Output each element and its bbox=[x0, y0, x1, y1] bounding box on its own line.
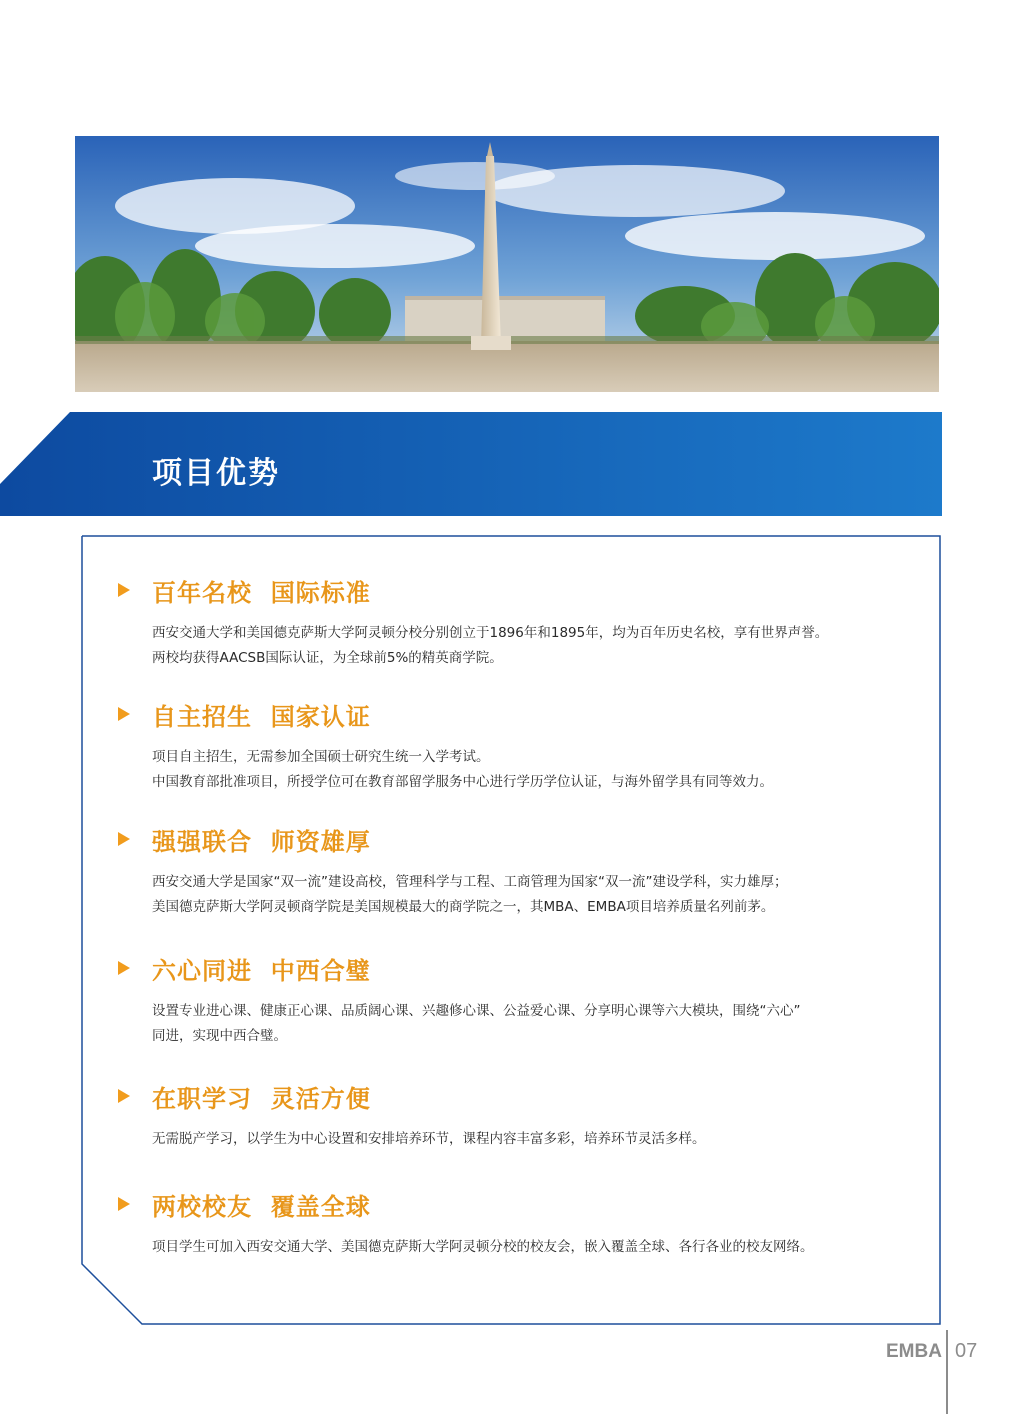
section-text: 无需脱产学习，以学生为中心设置和安排培养环节，课程内容丰富多彩，培养环节灵活多样。 bbox=[152, 1131, 706, 1147]
section-title: 强强联合 师资雄厚 bbox=[152, 826, 371, 856]
section-text: 西安交通大学是国家“双一流”建设高校，管理科学与工程、工商管理为国家“双一流”建设学科，实力雄厚； bbox=[152, 874, 788, 890]
campus-photo bbox=[75, 136, 939, 392]
advantage-section bbox=[118, 1187, 918, 1260]
footer-brand: EMBA bbox=[886, 1341, 942, 1362]
triangle-right-icon bbox=[118, 1089, 130, 1103]
section-text: 设置专业进心课、健康正心课、品质阔心课、兴趣修心课、公益爱心课、分享明心课等六大模块，围绕“六心” bbox=[152, 1003, 801, 1019]
banner-title: 项目优势 bbox=[152, 456, 280, 491]
section-title: 六心同进 中西合璧 bbox=[152, 955, 371, 985]
advantage-section bbox=[118, 697, 918, 795]
section-title: 百年名校 国际标准 bbox=[152, 577, 371, 607]
advantage-section bbox=[118, 822, 918, 920]
section-text: 同进，实现中西合璧。 bbox=[152, 1028, 287, 1044]
section-text: 项目自主招生，无需参加全国硕士研究生统一入学考试。 bbox=[152, 749, 490, 765]
footer-divider bbox=[946, 1330, 948, 1414]
section-text: 美国德克萨斯大学阿灵顿商学院是美国规模最大的商学院之一，其MBA、EMBA项目培养质量名列前茅。 bbox=[152, 899, 775, 915]
triangle-right-icon bbox=[118, 961, 130, 975]
advantage-section bbox=[118, 573, 918, 671]
triangle-right-icon bbox=[118, 832, 130, 846]
advantage-section bbox=[118, 951, 918, 1049]
section-title: 自主招生 国家认证 bbox=[152, 701, 371, 731]
section-banner bbox=[0, 412, 942, 516]
page-number: 07 bbox=[955, 1340, 978, 1362]
section-text: 中国教育部批准项目，所授学位可在教育部留学服务中心进行学历学位认证，与海外留学具有同等效力。 bbox=[152, 774, 773, 790]
triangle-right-icon bbox=[118, 583, 130, 597]
section-text: 项目学生可加入西安交通大学、美国德克萨斯大学阿灵顿分校的校友会，嵌入覆盖全球、各行各业的校友网络。 bbox=[152, 1239, 814, 1255]
section-title: 在职学习 灵活方便 bbox=[152, 1083, 371, 1113]
section-text: 西安交通大学和美国德克萨斯大学阿灵顿分校分别创立于1896年和1895年，均为百年历史名校，享有世界声誉。 bbox=[152, 625, 829, 641]
triangle-right-icon bbox=[118, 707, 130, 721]
section-text: 两校均获得AACSB国际认证，为全球前5%的精英商学院。 bbox=[152, 650, 503, 666]
advantage-section bbox=[118, 1079, 918, 1152]
section-title: 两校校友 覆盖全球 bbox=[152, 1191, 371, 1221]
triangle-right-icon bbox=[118, 1197, 130, 1211]
